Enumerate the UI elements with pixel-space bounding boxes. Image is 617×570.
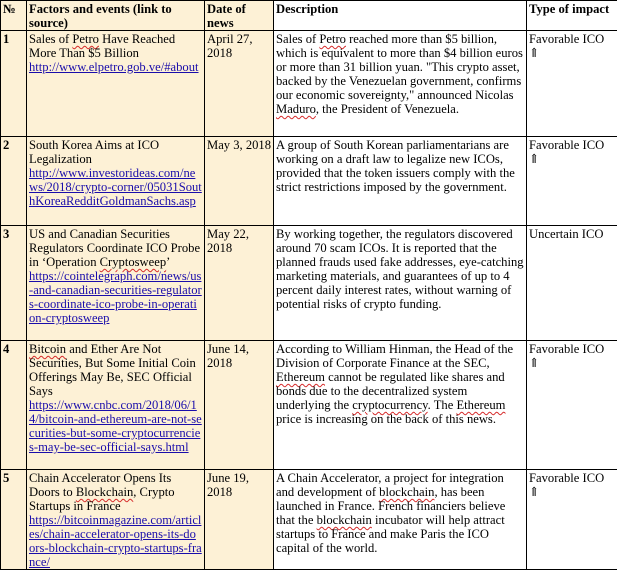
impact-cell: Favorable ICO ⇑: [527, 137, 617, 226]
description-cell: A group of South Korean parliamentarians are working on a draft law to legalize new ICOs, provided that the token issuers comply with the strict restrictions imposed by the government.: [274, 137, 527, 226]
factor-cell: [27, 470, 205, 570]
description-cell: By working together, the regulators discovered around 70 scam ICOs. It is reported that the planned frauds used fake addresses, eye-catching marketing materials, and guarantees of up to 4 percent daily interest rates, without warning of potential risks of crypto funding.: [274, 226, 527, 341]
factor-title: Chain Accelerator Opens Its Doors to Blockchain, Crypto Startups in France: [29, 471, 175, 513]
factor-title: Sales of Petro Have Reached More Than $5 Billion: [29, 32, 175, 60]
table-row: [1, 137, 617, 226]
table-row: [1, 341, 617, 470]
row-number: 3: [1, 226, 27, 341]
factor-title: US and Canadian Securities Regulators Coordinate ICO Probe in ‘Operation Cryptosweep’: [29, 227, 200, 269]
date-cell: June 19, 2018: [205, 470, 274, 570]
description-cell: According to William Hinman, the Head of the Division of Corporate Finance at the SEC, Ethereum cannot be regulated like shares and bonds due to the decentralized system underlying the cryptocurrency. The Ethereum price is increasing on the back of this news.: [274, 341, 527, 470]
description-cell: Sales of Petro reached more than $5 billion, which is equivalent to more than $4 billion euros or more than 31 billion yuan. "This crypto asset, backed by the Venezuelan government, confirms our economic sovereignty," announced Nicolas Maduro, the President of Venezuela.: [274, 31, 527, 137]
table-header-row: [1, 1, 617, 31]
table-row: [1, 470, 617, 570]
factor-cell: [27, 341, 205, 470]
row-number: 1: [1, 31, 27, 137]
source-link[interactable]: https://www.cnbc.com/2018/06/14/bitcoin-and-ethereum-are-not-securities-but-some-cryptocurrencies-may-be-sec-official-says.html: [29, 398, 202, 454]
header-num: №: [1, 1, 27, 31]
factor-title: South Korea Aims at ICO Legalization: [29, 138, 159, 166]
impact-cell: Uncertain ICO: [527, 226, 617, 341]
source-link[interactable]: http://www.elpetro.gob.ve/#about: [29, 60, 199, 74]
impact-cell: Favorable ICO ⇑: [527, 470, 617, 570]
date-cell: April 27, 2018: [205, 31, 274, 137]
factor-title: Bitcoin and Ether Are Not Securities, But Some Initial Coin Offerings May Be, SEC Official Says: [29, 342, 196, 398]
table-row: [1, 226, 617, 341]
header-description: Description: [274, 1, 527, 31]
impact-cell: Favorable ICO ⇑: [527, 341, 617, 470]
header-date: Date of news: [205, 1, 274, 31]
header-factors: Factors and events (link to source): [27, 1, 205, 31]
factor-cell: [27, 226, 205, 341]
factor-cell: [27, 137, 205, 226]
impact-cell: Favorable ICO ⇑: [527, 31, 617, 137]
date-cell: May 3, 2018: [205, 137, 274, 226]
description-cell: A Chain Accelerator, a project for integration and development of blockchain, has been launched in France. French financiers believe that the blockchain incubator will help attract startups to France and make Paris the ICO capital of the world.: [274, 470, 527, 570]
date-cell: June 14, 2018: [205, 341, 274, 470]
header-impact: Type of impact: [527, 1, 617, 31]
date-cell: May 22, 2018: [205, 226, 274, 341]
source-link[interactable]: https://cointelegraph.com/news/us-and-canadian-securities-regulators-coordinate-ico-probe-in-operation-cryptosweep: [29, 269, 202, 325]
source-link[interactable]: https://bitcoinmagazine.com/articles/chain-accelerator-opens-its-doors-blockchain-crypto-startups-france/: [29, 513, 202, 569]
row-number: 2: [1, 137, 27, 226]
factor-cell: [27, 31, 205, 137]
table-row: [1, 31, 617, 137]
row-number: 4: [1, 341, 27, 470]
row-number: 5: [1, 470, 27, 570]
source-link[interactable]: http://www.investorideas.com/news/2018/crypto-corner/05031SouthKoreaRedditGoldmanSachs.asp: [29, 166, 202, 208]
